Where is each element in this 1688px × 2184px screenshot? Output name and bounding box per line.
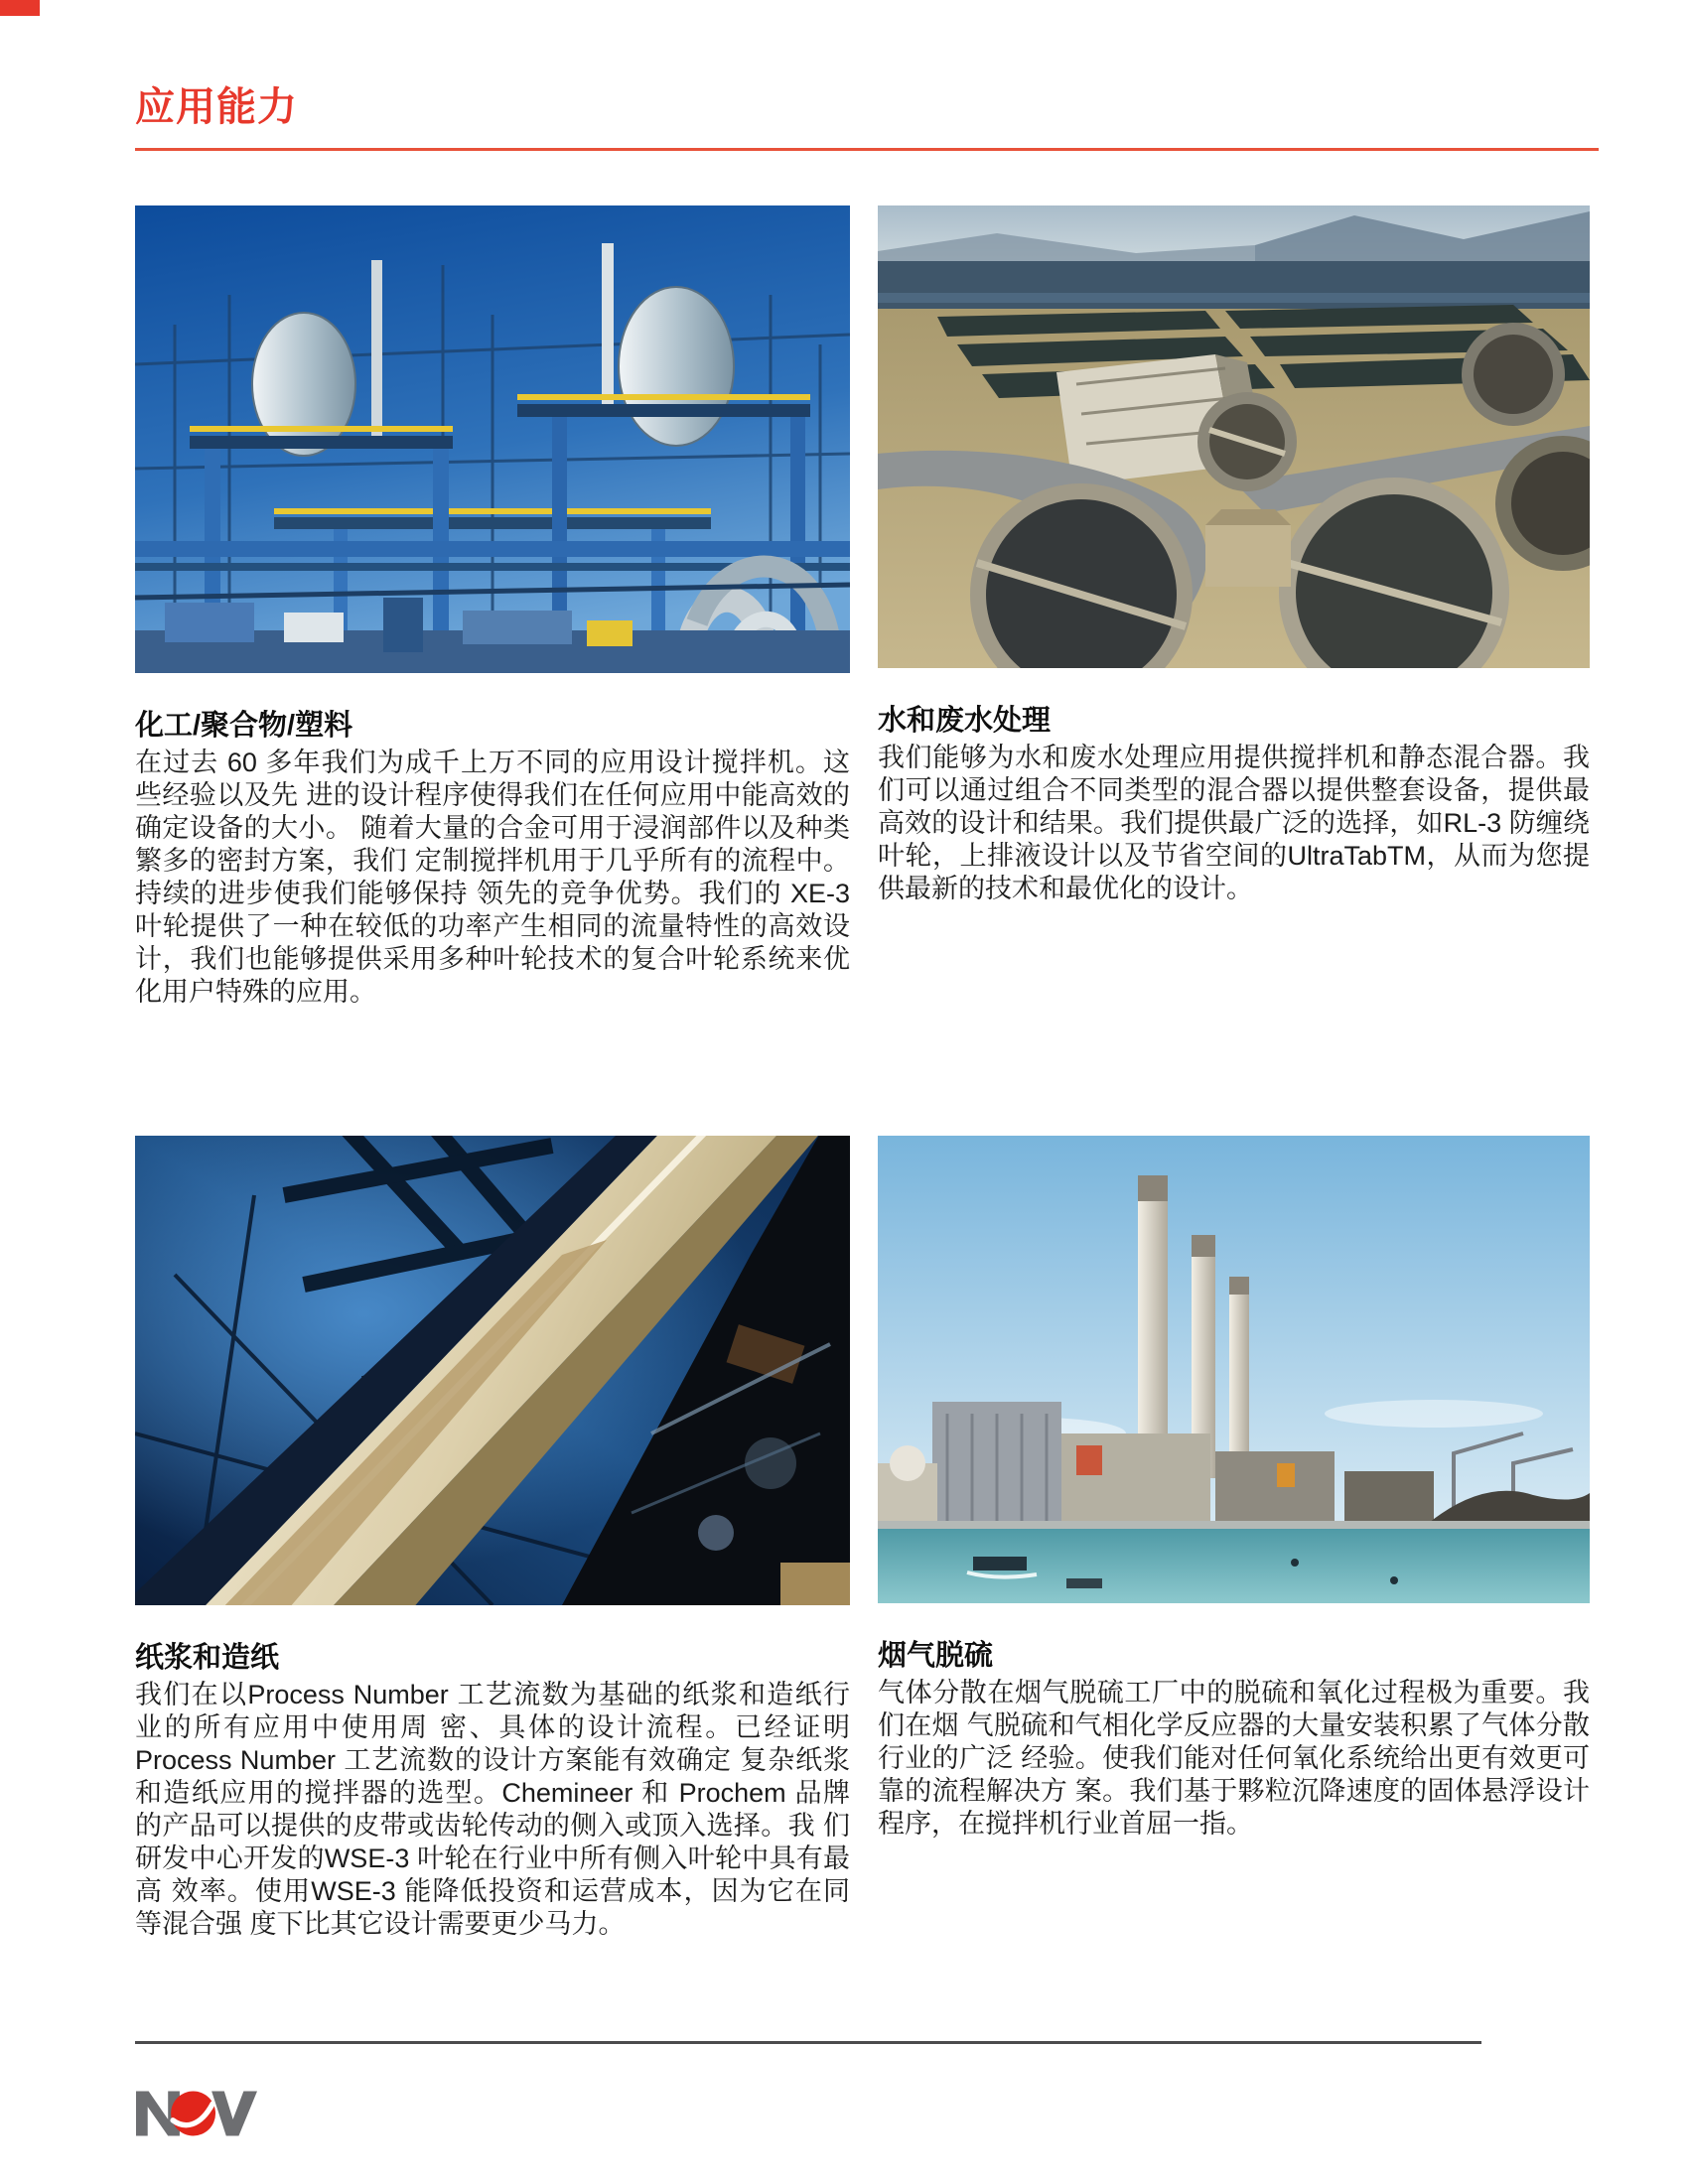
footer-rule: [135, 2041, 1481, 2044]
section-heading: 烟气脱硫: [878, 1640, 994, 1672]
section-body: 我们在以Process Number 工艺流数为基础的纸浆和造纸行业的所有应用中使用周 密、具体的设计流程。已经证明Process Number 工艺流数的设计方案能有效确定 复杂纸浆和造纸应用的搅拌器的选型。Chemineer 和 Prochem 品牌的产品可以提供的皮带或齿轮传动的侧入或顶入选择。我 们研发中心开发的WSE-3 叶轮在行业中所有侧入叶轮中具有最高 效率。使用WSE-3 能降低投资和运营成本，因为它在同等混合强 度下比其它设计需要更少马力。: [135, 1680, 850, 1939]
power-plant-photo: [878, 1136, 1590, 1603]
chemical-plant-photo: [135, 205, 850, 673]
title-rule: [135, 148, 1599, 151]
section-fgd: [878, 1136, 1590, 1841]
section-heading: 水和废水处理: [878, 705, 1052, 737]
section-heading: 化工/聚合物/塑料: [135, 710, 353, 742]
section-body: 在过去 60 多年我们为成千上万不同的应用设计搅拌机。这些经验以及先 进的设计程序使得我们在任何应用中能高效的确定设备的大小。 随着大量的合金可用于浸润部件以及种类繁多的密封方案，我们 定制搅拌机用于几乎所有的流程中。持续的进步使我们能够保持 领先的竞争优势。我们的 XE-3 叶轮提供了一种在较低的功率产生相同的流量特性的高效设计，我们也能够提供采用多种叶轮技术的复合叶轮系统来优化用户特殊的应用。: [135, 748, 850, 1007]
page-title: 应用能力: [135, 85, 298, 129]
corner-bleed-mark: [0, 0, 40, 16]
section-body: 气体分散在烟气脱硫工厂中的脱硫和氧化过程极为重要。我们在烟 气脱硫和气相化学反应器的大量安装积累了气体分散行业的广泛 经验。使我们能对任何氧化系统给出更有效更可靠的流程解决方 案。我们基于夥粒沉降速度的固体悬浮设计程序，在搅拌机行业首屈一指。: [878, 1678, 1590, 1839]
section-pulp-paper: [135, 1136, 850, 1941]
section-chemical: [135, 205, 850, 1009]
section-water: [878, 205, 1590, 905]
section-heading: 纸浆和造纸: [135, 1642, 280, 1674]
section-body: 我们能够为水和废水处理应用提供搅拌机和静态混合器。我们可以通过组合不同类型的混合器以提供整套设备，提供最高效的设计和结果。我们提供最广泛的选择，如RL-3 防缠绕叶轮，上排液设计以及节省空间的UltraTabTM，从而为您提供最新的技术和最优化的设计。: [878, 743, 1590, 903]
nov-logo: [136, 2090, 257, 2137]
paper-mill-photo: [135, 1136, 850, 1605]
wastewater-plant-photo: [878, 205, 1590, 668]
